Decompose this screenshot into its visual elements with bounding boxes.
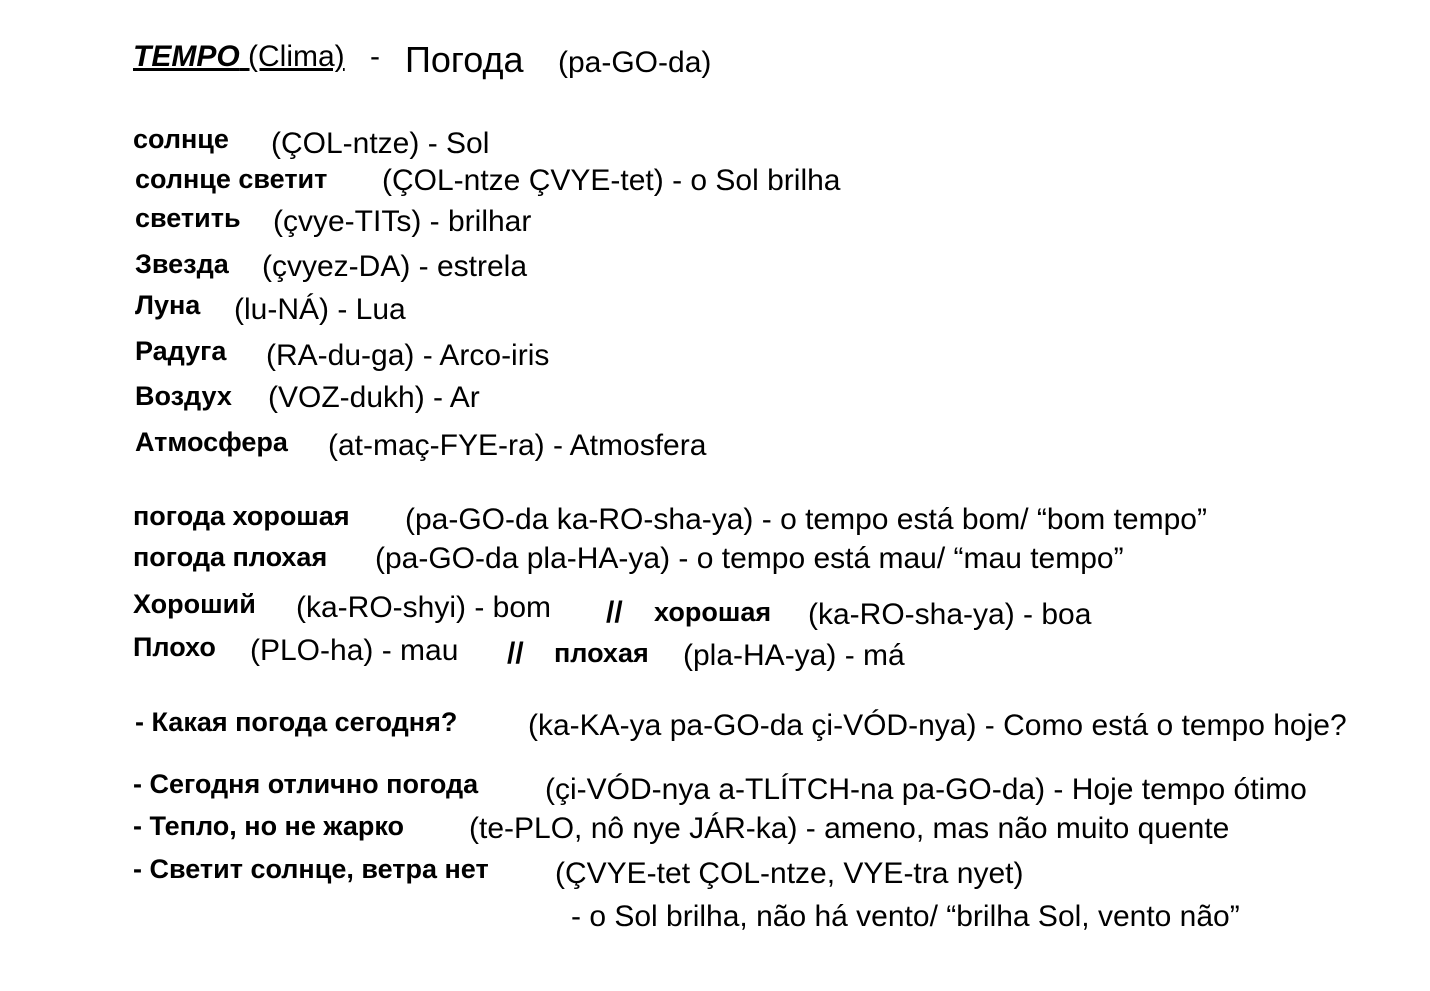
adjective-rest: (ka-RO-shyi) - bom	[296, 591, 552, 624]
adjective-ru-2: хорошая	[654, 597, 772, 627]
adjective-rest-2: (ka-RO-sha-ya) - boa	[808, 598, 1092, 631]
vocab-ru: Воздух	[135, 381, 232, 411]
vocab-ru: солнце светит	[135, 164, 328, 194]
vocab-ru: Звезда	[135, 249, 229, 279]
vocab-ru: Луна	[135, 290, 201, 320]
title-word: TEMPO	[133, 40, 240, 73]
phrase-rest: (pa-GO-da pla-HA-ya) - o tempo está mau/ “mau tempo”	[375, 542, 1124, 575]
vocab-ru: Радуга	[135, 336, 227, 366]
answer-ru: - Тепло, но не жарко	[133, 811, 405, 841]
phrase-ru: погода плохая	[133, 542, 328, 572]
vocab-rest: (VOZ-dukh) - Ar	[268, 381, 480, 414]
vocab-rest: (ÇOL-ntze ÇVYE-tet) - o Sol brilha	[382, 164, 841, 197]
title-paren: (Clima)	[248, 40, 345, 73]
separator: //	[606, 596, 623, 629]
answer-ru: - Сегодня отлично погода	[133, 769, 479, 799]
vocab-ru: светить	[135, 203, 241, 233]
adjective-ru: Плохо	[133, 632, 216, 662]
vocab-ru: солнце	[133, 124, 229, 154]
answer-rest: (te-PLO, nô nye JÁR-ka) - ameno, mas não muito quente	[469, 812, 1230, 845]
phrase-rest: (pa-GO-da ka-RO-sha-ya) - o tempo está bom/ “bom tempo”	[405, 503, 1207, 536]
vocab-ru: Атмосфера	[135, 427, 288, 457]
question-rest: (ka-KA-ya pa-GO-da çi-VÓD-nya) - Como está o tempo hoje?	[528, 709, 1347, 742]
title-russian: Погода	[405, 39, 524, 80]
vocab-rest: (çvyez-DA) - estrela	[262, 250, 528, 283]
title-dash: -	[370, 40, 380, 73]
answer-ru: - Светит солнце, ветра нет	[133, 854, 489, 884]
vocab-rest: (RA-du-ga) - Arco-iris	[266, 339, 550, 372]
vocab-rest: (ÇOL-ntze) - Sol	[271, 127, 490, 160]
final-translation: - o Sol brilha, não há vento/ “brilha Sol, vento não”	[571, 900, 1240, 933]
answer-rest: (ÇVYE-tet ÇOL-ntze, VYE-tra nyet)	[555, 857, 1024, 890]
answer-rest: (çi-VÓD-nya a-TLÍTCH-na pa-GO-da) - Hoje tempo ótimo	[545, 773, 1307, 806]
adjective-rest-2: (pla-HA-ya) - má	[683, 639, 905, 672]
separator: //	[507, 637, 524, 670]
adjective-ru: Хороший	[133, 589, 256, 619]
adjective-rest: (PLO-ha) - mau	[250, 634, 459, 667]
question-ru: - Какая погода сегодня?	[135, 707, 458, 737]
vocab-rest: (çvye-TITs) - brilhar	[273, 205, 532, 238]
vocab-rest: (lu-NÁ) - Lua	[234, 293, 406, 326]
vocab-rest: (at-maç-FYE-ra) - Atmosfera	[328, 429, 707, 462]
phrase-ru: погода хорошая	[133, 501, 350, 531]
adjective-ru-2: плохая	[554, 638, 649, 668]
title	[133, 42, 345, 72]
title-pronunciation: (pa-GO-da)	[558, 46, 712, 79]
